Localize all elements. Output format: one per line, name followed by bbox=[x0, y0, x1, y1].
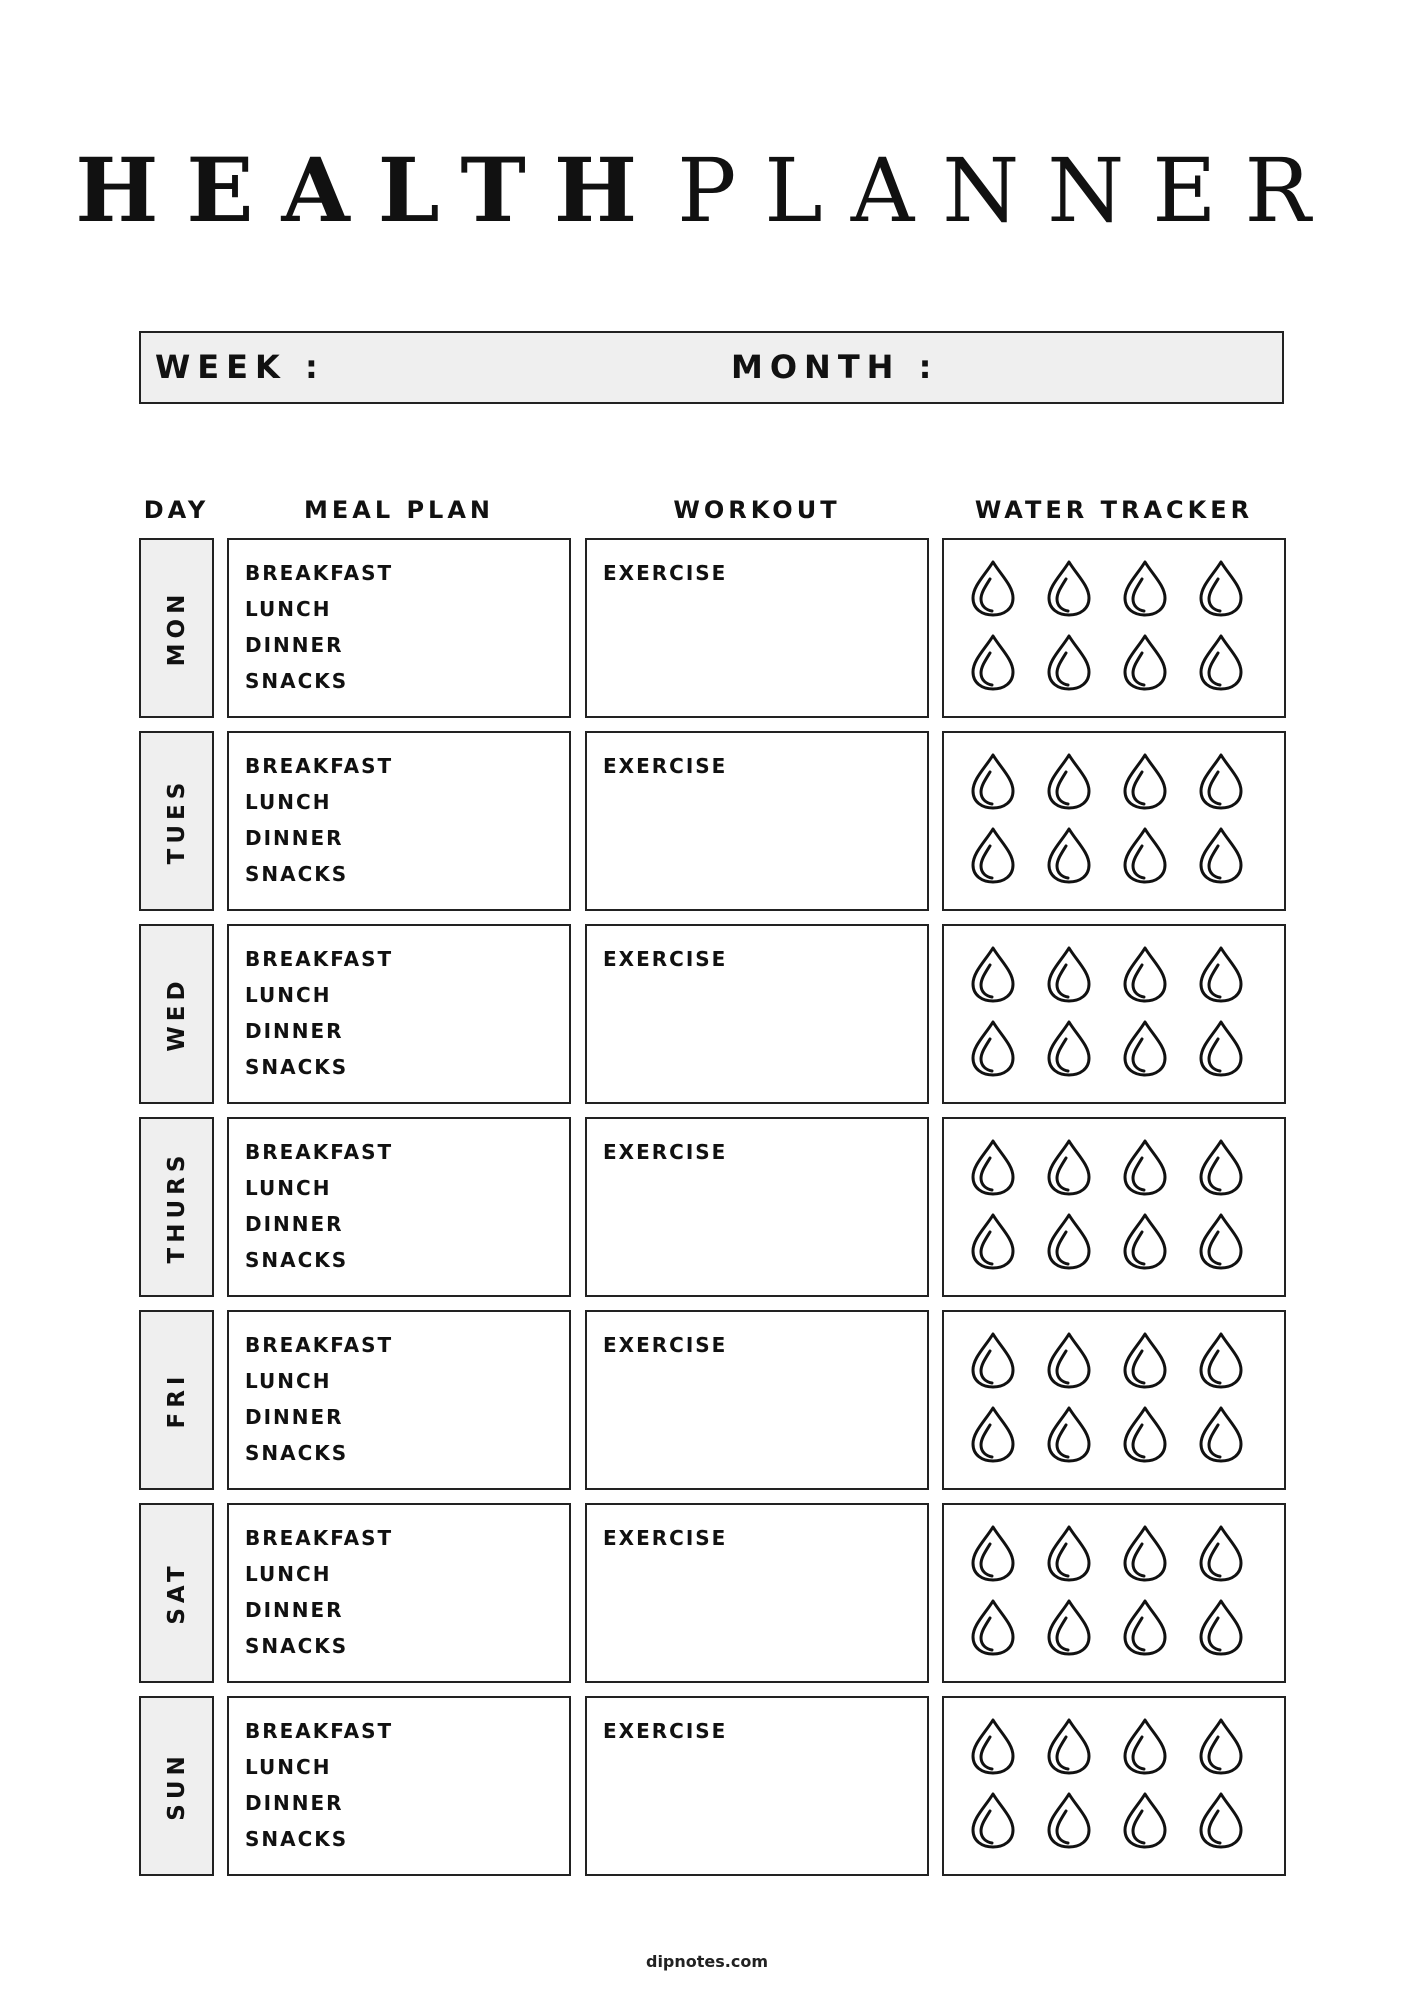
water-drop-icon[interactable] bbox=[970, 752, 1016, 810]
water-drop-icon[interactable] bbox=[1046, 1717, 1092, 1775]
water-drop-icon[interactable] bbox=[1198, 1138, 1244, 1196]
water-tracker-cell-sun bbox=[942, 1696, 1286, 1876]
water-drop-icon[interactable] bbox=[1046, 1019, 1092, 1077]
water-drop-icon[interactable] bbox=[1046, 633, 1092, 691]
day-cell-sat bbox=[139, 1503, 214, 1683]
water-drop-icon[interactable] bbox=[1122, 1331, 1168, 1389]
water-drop-icon[interactable] bbox=[1122, 826, 1168, 884]
water-drop-icon[interactable] bbox=[1198, 1717, 1244, 1775]
day-cell-tues bbox=[139, 731, 214, 911]
water-drop-icon[interactable] bbox=[970, 1524, 1016, 1582]
water-tracker-cell-fri bbox=[942, 1310, 1286, 1490]
meal-label: DINNER bbox=[245, 633, 344, 657]
meal-label: BREAKFAST bbox=[245, 1333, 394, 1357]
workout-cell-thurs bbox=[585, 1117, 929, 1297]
title-word-health: HEALTH bbox=[75, 138, 666, 242]
water-drop-icon[interactable] bbox=[1122, 1138, 1168, 1196]
meal-plan-cell-thurs bbox=[227, 1117, 571, 1297]
meal-label: SNACKS bbox=[245, 1827, 349, 1851]
meal-label: DINNER bbox=[245, 826, 344, 850]
meal-label: SNACKS bbox=[245, 669, 349, 693]
water-tracker-cell-tues bbox=[942, 731, 1286, 911]
water-drop-icon[interactable] bbox=[1198, 945, 1244, 1003]
exercise-label: EXERCISE bbox=[603, 1526, 728, 1550]
page-title bbox=[0, 140, 1414, 241]
water-drop-icon[interactable] bbox=[1046, 559, 1092, 617]
week-label: WEEK : bbox=[155, 348, 325, 386]
water-drop-icon[interactable] bbox=[1046, 1405, 1092, 1463]
day-label: FRI bbox=[163, 1371, 190, 1429]
water-drop-icon[interactable] bbox=[1122, 1717, 1168, 1775]
meal-label: DINNER bbox=[245, 1598, 344, 1622]
header-day: DAY bbox=[143, 496, 210, 524]
day-label: THURS bbox=[163, 1150, 190, 1264]
water-drop-icon[interactable] bbox=[1046, 1524, 1092, 1582]
water-drop-icon[interactable] bbox=[1122, 633, 1168, 691]
water-drop-icon[interactable] bbox=[1122, 1598, 1168, 1656]
day-label: TUES bbox=[163, 777, 190, 865]
week-month-bar bbox=[139, 331, 1284, 404]
water-drop-icon[interactable] bbox=[1046, 945, 1092, 1003]
exercise-label: EXERCISE bbox=[603, 947, 728, 971]
water-tracker-cell-mon bbox=[942, 538, 1286, 718]
water-drop-icon[interactable] bbox=[1046, 1138, 1092, 1196]
water-drop-icon[interactable] bbox=[970, 1212, 1016, 1270]
workout-cell-sun bbox=[585, 1696, 929, 1876]
water-drop-icon[interactable] bbox=[1198, 559, 1244, 617]
meal-plan-cell-wed bbox=[227, 924, 571, 1104]
exercise-label: EXERCISE bbox=[603, 1140, 728, 1164]
meal-label: DINNER bbox=[245, 1791, 344, 1815]
meal-label: LUNCH bbox=[245, 983, 332, 1007]
water-tracker-cell-sat bbox=[942, 1503, 1286, 1683]
day-label: SUN bbox=[163, 1751, 190, 1821]
meal-label: LUNCH bbox=[245, 1176, 332, 1200]
workout-cell-wed bbox=[585, 924, 929, 1104]
month-label: MONTH : bbox=[731, 348, 939, 386]
water-drop-icon[interactable] bbox=[1046, 826, 1092, 884]
water-drop-icon[interactable] bbox=[1198, 1405, 1244, 1463]
day-label: WED bbox=[163, 976, 190, 1052]
water-drop-icon[interactable] bbox=[1198, 1331, 1244, 1389]
meal-label: LUNCH bbox=[245, 1562, 332, 1586]
water-drop-icon[interactable] bbox=[1198, 1212, 1244, 1270]
meal-plan-cell-fri bbox=[227, 1310, 571, 1490]
meal-plan-cell-sat bbox=[227, 1503, 571, 1683]
water-drop-icon[interactable] bbox=[1122, 945, 1168, 1003]
water-drop-icon[interactable] bbox=[1198, 1524, 1244, 1582]
meal-label: LUNCH bbox=[245, 790, 332, 814]
water-tracker-cell-thurs bbox=[942, 1117, 1286, 1297]
meal-label: LUNCH bbox=[245, 1369, 332, 1393]
water-drop-icon[interactable] bbox=[1198, 752, 1244, 810]
meal-label: BREAKFAST bbox=[245, 1140, 394, 1164]
workout-cell-sat bbox=[585, 1503, 929, 1683]
water-drop-icon[interactable] bbox=[1122, 1524, 1168, 1582]
meal-label: BREAKFAST bbox=[245, 754, 394, 778]
exercise-label: EXERCISE bbox=[603, 1719, 728, 1743]
water-drop-icon[interactable] bbox=[1198, 633, 1244, 691]
meal-label: DINNER bbox=[245, 1212, 344, 1236]
water-drop-icon[interactable] bbox=[1198, 826, 1244, 884]
meal-label: LUNCH bbox=[245, 597, 332, 621]
meal-label: BREAKFAST bbox=[245, 561, 394, 585]
water-drop-icon[interactable] bbox=[970, 1138, 1016, 1196]
workout-cell-mon bbox=[585, 538, 929, 718]
meal-label: DINNER bbox=[245, 1019, 344, 1043]
day-cell-sun bbox=[139, 1696, 214, 1876]
meal-label: SNACKS bbox=[245, 1634, 349, 1658]
water-drop-icon[interactable] bbox=[970, 1598, 1016, 1656]
water-drop-icon[interactable] bbox=[1046, 752, 1092, 810]
water-drop-icon[interactable] bbox=[1122, 1212, 1168, 1270]
footer-site: dipnotes.com bbox=[645, 1952, 769, 1971]
workout-cell-tues bbox=[585, 731, 929, 911]
water-drop-icon[interactable] bbox=[970, 1717, 1016, 1775]
meal-plan-cell-sun bbox=[227, 1696, 571, 1876]
header-workout: WORKOUT bbox=[673, 496, 841, 524]
water-drop-icon[interactable] bbox=[1122, 1019, 1168, 1077]
water-drop-icon[interactable] bbox=[1198, 1791, 1244, 1849]
day-label: MON bbox=[163, 589, 190, 667]
meal-label: BREAKFAST bbox=[245, 1526, 394, 1550]
day-label: SAT bbox=[163, 1561, 190, 1625]
exercise-label: EXERCISE bbox=[603, 754, 728, 778]
meal-label: BREAKFAST bbox=[245, 947, 394, 971]
day-cell-wed bbox=[139, 924, 214, 1104]
water-drop-icon[interactable] bbox=[1122, 752, 1168, 810]
water-drop-icon[interactable] bbox=[970, 1331, 1016, 1389]
water-drop-icon[interactable] bbox=[970, 633, 1016, 691]
day-cell-fri bbox=[139, 1310, 214, 1490]
water-drop-icon[interactable] bbox=[970, 1405, 1016, 1463]
workout-cell-fri bbox=[585, 1310, 929, 1490]
water-drop-icon[interactable] bbox=[970, 945, 1016, 1003]
water-drop-icon[interactable] bbox=[1122, 559, 1168, 617]
meal-label: SNACKS bbox=[245, 1248, 349, 1272]
meal-label: SNACKS bbox=[245, 1441, 349, 1465]
water-drop-icon[interactable] bbox=[1046, 1331, 1092, 1389]
water-drop-icon[interactable] bbox=[1198, 1019, 1244, 1077]
exercise-label: EXERCISE bbox=[603, 1333, 728, 1357]
water-drop-icon[interactable] bbox=[1046, 1212, 1092, 1270]
meal-label: LUNCH bbox=[245, 1755, 332, 1779]
meal-label: DINNER bbox=[245, 1405, 344, 1429]
water-drop-icon[interactable] bbox=[1046, 1598, 1092, 1656]
meal-label: BREAKFAST bbox=[245, 1719, 394, 1743]
water-drop-icon[interactable] bbox=[1122, 1791, 1168, 1849]
title-word-planner: PLANNER bbox=[677, 139, 1339, 242]
water-drop-icon[interactable] bbox=[970, 1019, 1016, 1077]
header-meal-plan: MEAL PLAN bbox=[303, 496, 495, 524]
water-drop-icon[interactable] bbox=[970, 826, 1016, 884]
meal-plan-cell-tues bbox=[227, 731, 571, 911]
meal-label: SNACKS bbox=[245, 1055, 349, 1079]
water-tracker-cell-wed bbox=[942, 924, 1286, 1104]
meal-label: SNACKS bbox=[245, 862, 349, 886]
water-drop-icon[interactable] bbox=[1198, 1598, 1244, 1656]
meal-plan-cell-mon bbox=[227, 538, 571, 718]
exercise-label: EXERCISE bbox=[603, 561, 728, 585]
water-drop-icon[interactable] bbox=[1122, 1405, 1168, 1463]
day-cell-thurs bbox=[139, 1117, 214, 1297]
header-water-tracker: WATER TRACKER bbox=[974, 496, 1254, 524]
water-drop-icon[interactable] bbox=[1046, 1791, 1092, 1849]
water-drop-icon[interactable] bbox=[970, 1791, 1016, 1849]
day-cell-mon bbox=[139, 538, 214, 718]
water-drop-icon[interactable] bbox=[970, 559, 1016, 617]
